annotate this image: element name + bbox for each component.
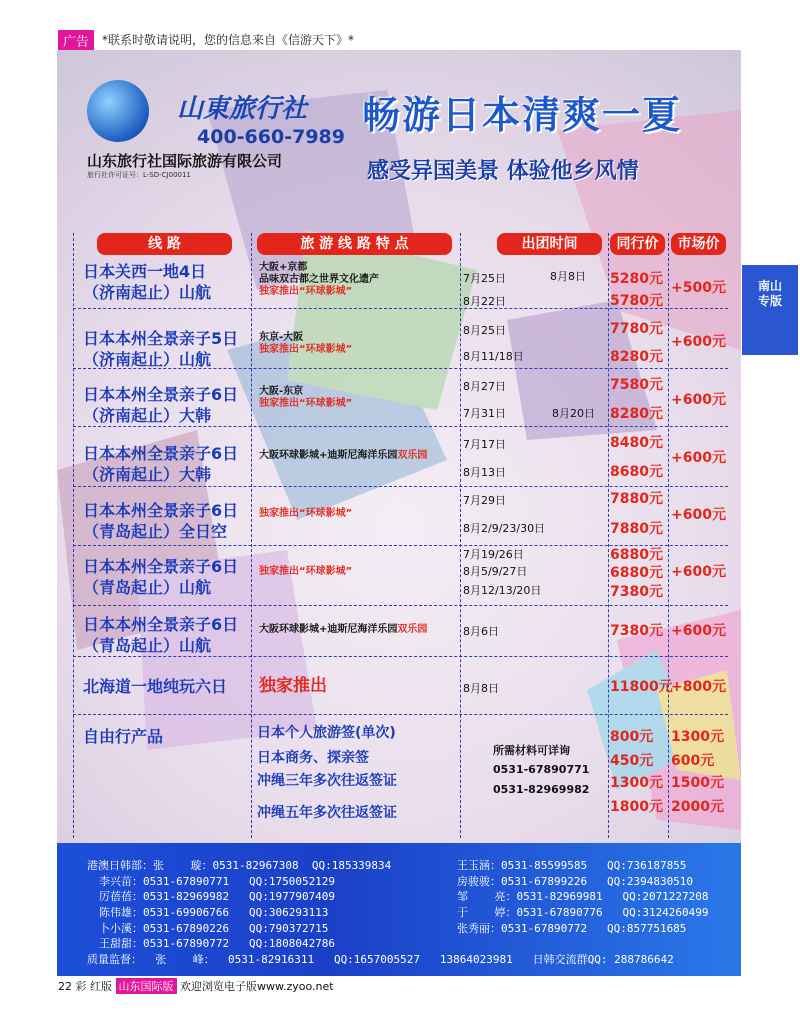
supervisor-line: 质量监督： 张 峰： 0531-82916311 QQ:1657005527 13864023981 日韩交流群QQ: 288786642	[87, 953, 674, 966]
source-note: *联系时敬请说明，您的信息来自《信游天下》*	[102, 33, 355, 47]
contact-line: 王玉涵：0531-85599585 QQ:736187855	[457, 859, 687, 872]
market-price: 600元	[671, 753, 715, 769]
departure-date: 7月19/26日	[463, 548, 524, 561]
headline: 畅游日本清爽一夏	[362, 93, 683, 137]
market-price: +800元	[671, 679, 726, 695]
departure-date: 8月12/13/20日	[463, 584, 542, 597]
route-name: 日本本州全景亲子6日 （青岛起止）全日空	[83, 501, 239, 541]
grid-line	[608, 233, 609, 838]
visa-item: 冲绳三年多次往返签证	[257, 773, 397, 789]
departure-date: 8月8日	[463, 682, 499, 695]
route-features: 大阪环球影城+迪斯尼海洋乐园双乐园	[259, 450, 428, 461]
market-price: +600元	[671, 564, 726, 580]
peer-price: 8280元	[610, 349, 663, 365]
departure-date: 7月29日	[463, 494, 506, 507]
ad-panel	[57, 50, 741, 843]
peer-price: 7880元	[610, 491, 663, 507]
grid-line	[251, 233, 252, 838]
contact-line: 陈伟雄：0531-69906766 QQ:306293113	[99, 906, 329, 919]
peer-price: 6880元	[610, 565, 663, 581]
departure-date: 8月8日	[550, 270, 586, 283]
side-section-tab: 南山专版	[742, 265, 798, 355]
route-name: 北海道一地纯玩六日	[83, 677, 228, 696]
route-features: 独家推出“环球影城”	[259, 566, 353, 577]
route-name: 日本本州全景亲子6日 （济南起止）大韩	[83, 444, 239, 484]
market-price: +600元	[671, 392, 726, 408]
route-name: 日本本州全景亲子6日 （青岛起止）山航	[83, 557, 239, 597]
footer-cai: 彩	[75, 980, 87, 993]
contact-line: 李兴苗：0531-67890771 QQ:1750052129	[99, 875, 336, 888]
grid-line	[73, 605, 728, 606]
contact-line: 张秀丽：0531-67890772 QQ:857751685	[457, 922, 687, 935]
market-price: +500元	[671, 280, 726, 296]
subheadline: 感受异国美景 体验他乡风情	[367, 159, 639, 184]
peer-price: 5780元	[610, 293, 663, 309]
grid-line	[73, 656, 728, 657]
departure-date: 8月2/9/23/30日	[463, 522, 546, 535]
peer-price: 1300元	[610, 775, 663, 791]
contact-line: 房骏骏：0531-67899226 QQ:2394830510	[457, 875, 694, 888]
contact-line: 卜小溪：0531-67890226 QQ:790372715	[99, 922, 329, 935]
page-number: 22	[58, 980, 72, 993]
grid-line	[73, 426, 728, 427]
contact-line: 王甜甜：0531-67890772 QQ:1808042786	[99, 937, 336, 950]
route-features: 独家推出	[259, 676, 327, 696]
peer-price: 800元	[610, 729, 654, 745]
peer-price: 8680元	[610, 464, 663, 480]
departure-date: 8月6日	[463, 625, 499, 638]
brand-name: 山東旅行社	[177, 94, 308, 124]
departure-date: 7月31日	[463, 407, 506, 420]
departure-date: 8月11/18日	[463, 350, 524, 363]
peer-price: 7880元	[610, 521, 663, 537]
route-features: 东京-大阪 独家推出“环球影城”	[259, 332, 353, 355]
route-name: 日本关西一地4日 （济南起止）山航	[83, 262, 212, 302]
market-price: 2000元	[671, 799, 724, 815]
departure-date: 8月20日	[552, 407, 595, 420]
header-dates: 出团时间	[497, 233, 602, 255]
header-route: 线 路	[97, 233, 232, 255]
header-features: 旅 游 线 路 特 点	[257, 233, 452, 255]
departure-date: 8月25日	[463, 324, 506, 337]
peer-price: 1800元	[610, 799, 663, 815]
company-name: 山东旅行社国际旅游有限公司	[87, 152, 283, 170]
header-market-price: 市场价	[671, 233, 726, 255]
peer-price: 8480元	[610, 435, 663, 451]
visa-item: 冲绳五年多次往返签证	[257, 805, 397, 821]
materials-note: 所需材料可详询	[493, 744, 570, 757]
footer-edition: 红版	[90, 980, 112, 993]
route-name: 日本本州全景亲子6日 （青岛起止）山航	[83, 615, 239, 655]
route-name: 日本本州全景亲子5日 （济南起止）山航	[83, 329, 239, 369]
visa-item: 日本个人旅游签(单次)	[257, 725, 396, 741]
peer-price: 7580元	[610, 377, 663, 393]
market-price: 1500元	[671, 775, 724, 791]
route-features: 独家推出“环球影城”	[259, 508, 353, 519]
route-name: 日本本州全景亲子6日 （济南起止）大韩	[83, 385, 239, 425]
route-features: 大阪+京都 品味双古都之世界文化遗产 独家推出“环球影城”	[259, 262, 379, 297]
materials-phone: 0531-67890771	[493, 763, 590, 776]
peer-price: 6880元	[610, 547, 663, 563]
brand-phone: 400-660-7989	[197, 126, 345, 148]
departure-date: 8月5/9/27日	[463, 565, 528, 578]
contacts-panel	[57, 843, 741, 976]
route-features: 大阪-东京 独家推出“环球影城”	[259, 386, 353, 409]
market-price: +600元	[671, 623, 726, 639]
departure-date: 8月22日	[463, 295, 506, 308]
peer-price: 450元	[610, 753, 654, 769]
peer-price: 7380元	[610, 584, 663, 600]
globe-logo-icon	[87, 80, 149, 142]
peer-price: 5280元	[610, 271, 663, 287]
peer-price: 8280元	[610, 406, 663, 422]
departure-date: 7月17日	[463, 438, 506, 451]
footer-tag: 山东国际版	[116, 978, 177, 994]
departure-date: 8月13日	[463, 466, 506, 479]
grid-line	[73, 233, 74, 838]
departure-date: 7月25日	[463, 272, 506, 285]
top-bar	[0, 28, 800, 50]
footer-note: 欢迎浏览电子版www.zyoo.net	[180, 980, 334, 993]
grid-line	[73, 714, 728, 715]
ad-tag: 广告	[58, 30, 94, 51]
free-travel-title: 自由行产品	[83, 727, 164, 746]
materials-phone: 0531-82969982	[493, 783, 590, 796]
market-price: 1300元	[671, 729, 724, 745]
header-peer-price: 同行价	[610, 233, 665, 255]
visa-item: 日本商务、探亲签	[257, 750, 369, 766]
contact-line: 港澳日韩部：张 璇：0531-82967308 QQ:185339834	[87, 859, 392, 872]
market-price: +600元	[671, 450, 726, 466]
departure-date: 8月27日	[463, 380, 506, 393]
license-number: 旅行社许可证号：L-SD-CJ00011	[87, 171, 191, 179]
peer-price: 11800元	[610, 679, 673, 695]
market-price: +600元	[671, 507, 726, 523]
peer-price: 7780元	[610, 321, 663, 337]
market-price: +600元	[671, 334, 726, 350]
peer-price: 7380元	[610, 623, 663, 639]
page-footer	[58, 978, 334, 994]
route-features: 大阪环球影城+迪斯尼海洋乐园双乐园	[259, 624, 428, 635]
contact-line: 厉蓓蓓：0531-82969982 QQ:1977907409	[99, 890, 336, 903]
grid-line	[460, 233, 461, 838]
grid-line	[668, 233, 669, 838]
contact-line: 邹 亮：0531-82969981 QQ:2071227208	[457, 890, 709, 903]
contact-line: 于 婷：0531-67890776 QQ:3124260499	[457, 906, 709, 919]
grid-line	[73, 486, 728, 487]
